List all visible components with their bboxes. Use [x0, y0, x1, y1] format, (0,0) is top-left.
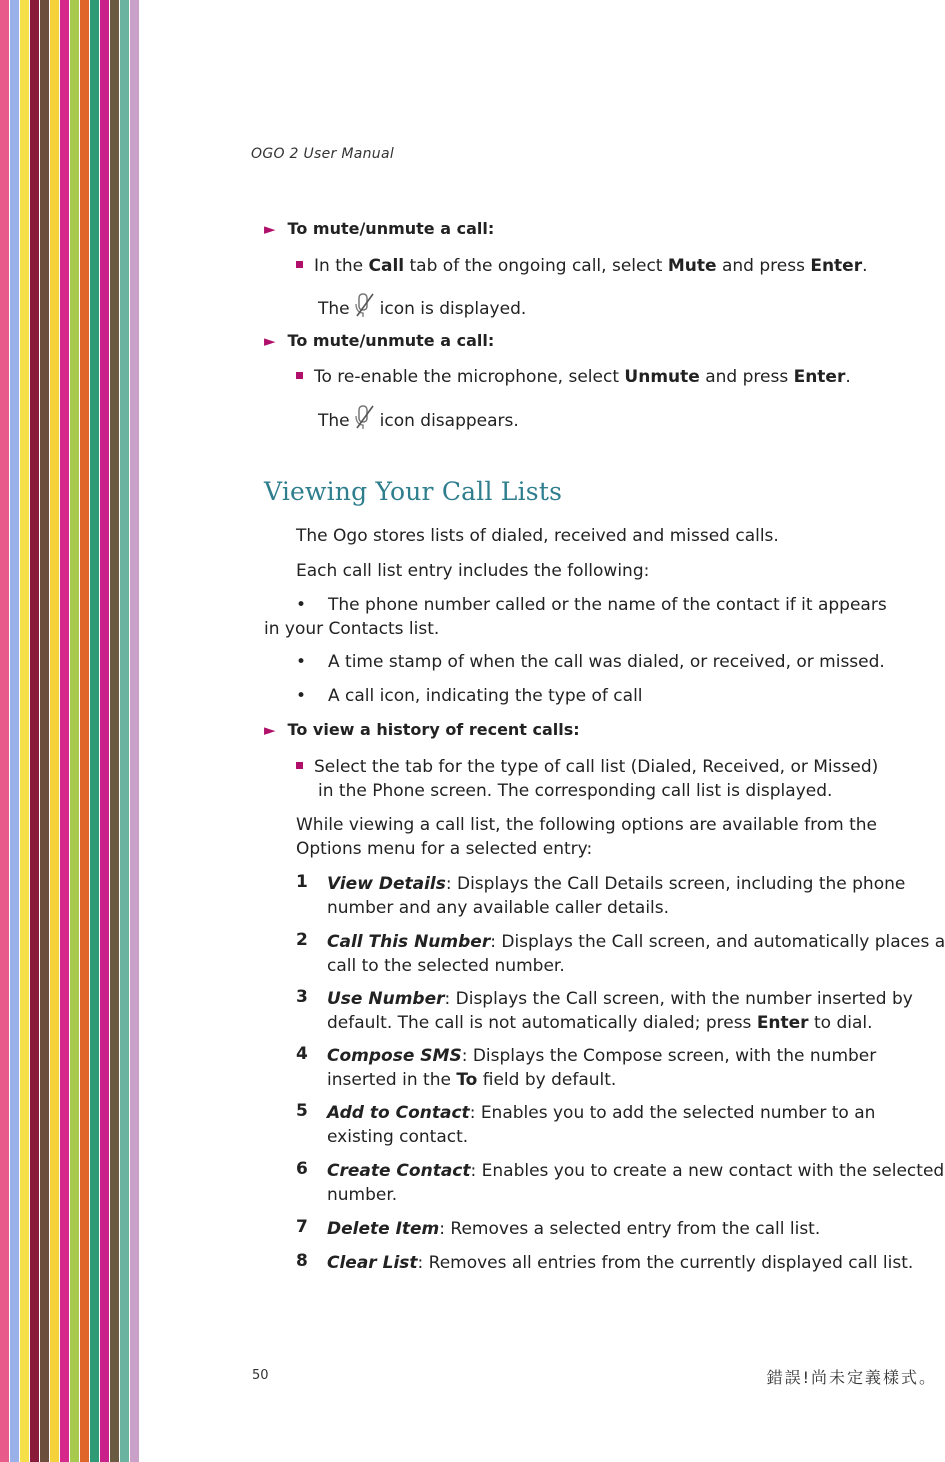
unmute-result: The icon disappears. [318, 404, 519, 431]
mute-microphone-icon [354, 292, 376, 318]
arrow-right-icon: ► [264, 332, 276, 350]
history-procedure-heading: ► To view a history of recent calls: [264, 720, 580, 739]
arrow-right-icon: ► [264, 220, 276, 238]
square-bullet-icon [296, 762, 303, 769]
page-number: 50 [252, 1368, 269, 1383]
history-step: Select the tab for the type of call list (Dialed, Received, or Missed) [296, 757, 878, 777]
square-bullet-icon [296, 372, 303, 379]
stripe [10, 0, 19, 1462]
section-title: Viewing Your Call Lists [264, 477, 563, 506]
stripe [110, 0, 119, 1462]
mute-microphone-icon [354, 404, 376, 430]
stripe [90, 0, 99, 1462]
stripe [30, 0, 39, 1462]
bullet-item: • The phone number called or the name of the contact if it appears [296, 595, 887, 615]
bullet-item-continued: in your Contacts list. [264, 619, 440, 639]
square-bullet-icon [296, 261, 303, 268]
stripe [40, 0, 49, 1462]
decorative-stripes [0, 0, 200, 1462]
footer-error-text: 錯誤!尚未定義樣式。 [766, 1368, 937, 1387]
bullet-icon: • [296, 652, 307, 672]
stripe [0, 0, 9, 1462]
stripe [50, 0, 59, 1462]
intro-text-1: The Ogo stores lists of dialed, received and missed calls. [296, 526, 779, 546]
unmute-step: To re-enable the microphone, select Unmute and press Enter. [296, 367, 851, 387]
stripe [120, 0, 129, 1462]
stripe [20, 0, 29, 1462]
bullet-item: • A time stamp of when the call was dialed, or received, or missed. [296, 652, 885, 672]
arrow-right-icon: ► [264, 721, 276, 739]
bullet-item: • A call icon, indicating the type of call [296, 686, 643, 706]
stripe [70, 0, 79, 1462]
mute-step: In the Call tab of the ongoing call, select Mute and press Enter. [296, 256, 868, 276]
bullet-icon: • [296, 686, 307, 706]
running-header: OGO 2 User Manual [251, 146, 395, 162]
options-intro-continued: Options menu for a selected entry: [296, 839, 593, 859]
stripe [100, 0, 109, 1462]
history-step-continued: in the Phone screen. The corresponding call list is displayed. [318, 781, 833, 801]
stripe [80, 0, 89, 1462]
options-intro: While viewing a call list, the following options are available from the [296, 815, 877, 835]
intro-text-2: Each call list entry includes the following: [296, 561, 650, 581]
mute-procedure-heading: ► To mute/unmute a call: [264, 219, 495, 238]
unmute-procedure-heading: ► To mute/unmute a call: [264, 331, 495, 350]
bullet-icon: • [296, 595, 307, 615]
mute-result: The icon is displayed. [318, 292, 526, 319]
stripe [60, 0, 69, 1462]
stripe [130, 0, 139, 1462]
